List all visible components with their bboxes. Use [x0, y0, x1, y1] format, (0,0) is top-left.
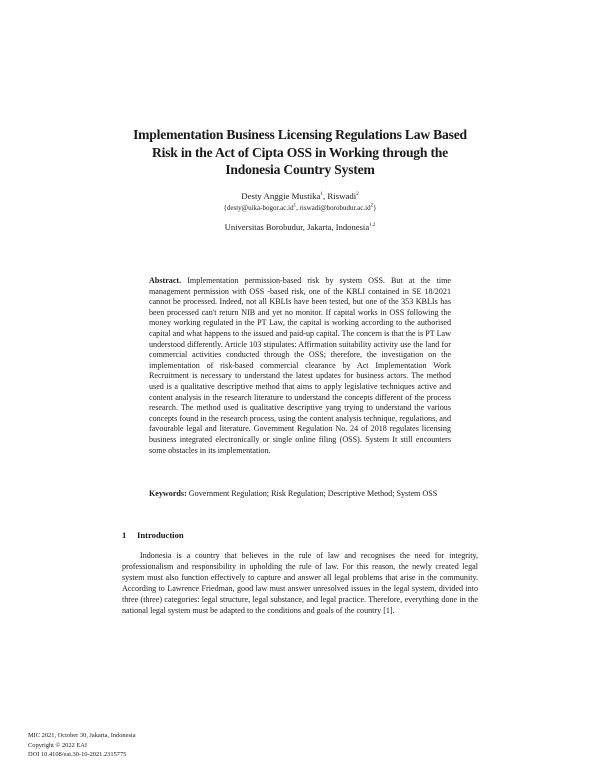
- title-line: Risk in the Act of Cipta OSS in Working through the: [152, 144, 448, 160]
- footer-doi: DOI 10.4108/eai.30-10-2021.2315775: [28, 751, 127, 759]
- email-address[interactable]: riswadi@borobudur.ac.id: [299, 204, 371, 212]
- affiliation-text: Universitas Borobudur, Jakarta, Indonesia: [224, 222, 370, 232]
- abstract: [149, 276, 451, 456]
- author-separator: ,: [322, 191, 328, 201]
- author-affiliation-mark: 1: [320, 192, 323, 198]
- title-line: Implementation Business Licensing Regulations Law Based: [133, 127, 467, 142]
- section-number: 1: [122, 530, 127, 540]
- paper-title: [100, 126, 500, 179]
- footer-conference: MIC 2021, October 30, Jakarta, Indonesia: [28, 732, 136, 739]
- email-separator: ,: [296, 204, 300, 212]
- footer-copyright: Copyright © 2022 EAI: [28, 741, 87, 749]
- keywords-text: Government Regulation; Risk Regulation; Descriptive Method; System OSS: [188, 489, 438, 498]
- email-close: }: [373, 204, 377, 212]
- email-mark: 2: [370, 203, 374, 209]
- section-title: Introduction: [137, 530, 184, 540]
- author-name: Desty Anggie Mustika: [241, 191, 321, 201]
- abstract-text: Implementation permission-based risk by system OSS. But at the time management permission with OSS -based risk, one of the KBLI contained in SE 18/2021 cannot be processed. Indeed, not all KBLIs have been tested, but one of the 353 KBLIs has been processed can't return NIB and yet no monitor. If capital works in OSS following the money working regulated in the PT Law, the capital is working according to the authorised capital and what happens to the issued and paid-up capital. The concern is that the is PT Law understood differently. Article 103 stipulates: Affirmation suitability activity use the land for commercial activities conducted through the OSS; therefore, the investigation on the implementation of risk-based commercial clearance by Act Implementation Work Recruitment is necessary to understand the latest updates for business actors. The method used is a qualitative descriptive method that aims to apply legislative techniques active and content analysis in the research literature to understand the concepts different of the process research. The method used is qualitative descriptive yang trying to understand the various concepts found in the research process, using the content analysis technique, regulations, and favourable legal and literature. Government Regulation No. 24 of 2018 regulates licensing business integrated electronically or single online filing (OSS). System It still encounters some obstacles in its implementation.: [149, 276, 451, 455]
- author-name: Riswadi: [327, 191, 357, 201]
- email-mark: 1: [293, 203, 297, 209]
- email-address[interactable]: {desty@uika-bogor.ac.id: [223, 204, 294, 212]
- abstract-label: Abstract.: [149, 276, 182, 285]
- title-line: Indonesia Country System: [225, 162, 375, 177]
- author-affiliation-mark: 2: [356, 192, 359, 198]
- page-footer: [28, 731, 328, 760]
- affiliation: [100, 222, 500, 233]
- keywords-label: Keywords:: [149, 489, 187, 498]
- affiliation-mark: 1,2: [369, 223, 376, 229]
- section-heading: [122, 530, 482, 541]
- intro-paragraph: Indonesia is a country that believes in the rule of law and recognises the need for integrity, professionalism and responsibility in upholding the rule of law. For this reason, the newly created legal system must also function effectively to capture and answer all legal problems that arise in the community. According to Lawrence Friedman, good law must answer unresolved issues in the legal system, divided into three (three) categories: legal structure, legal substance, and legal practice. Therefore, everything done in the national legal system must be adapted to the conditions and goals of the country [1].: [122, 551, 478, 616]
- author-list: [100, 191, 500, 202]
- author-emails: [100, 203, 500, 213]
- keywords: [149, 489, 451, 500]
